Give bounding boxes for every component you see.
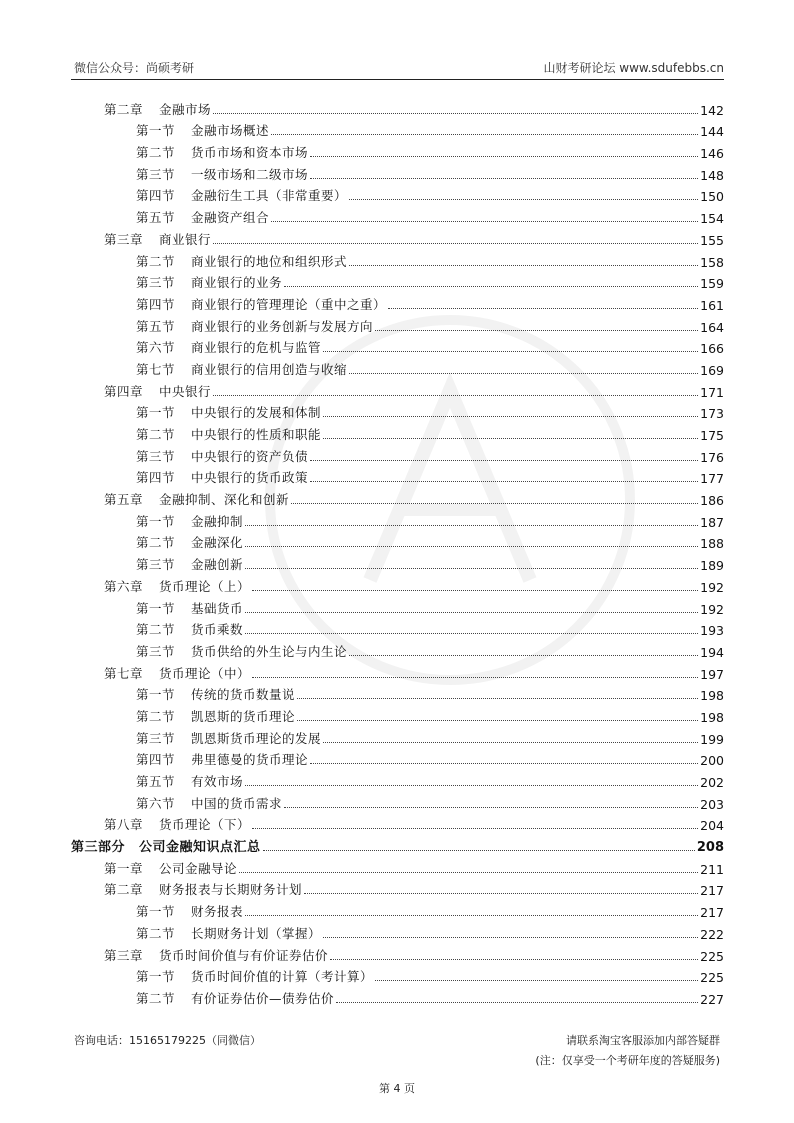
toc-entry-number: 第七章	[104, 665, 144, 681]
toc-entry-page: 198	[700, 688, 724, 704]
toc-dot-leader	[323, 416, 698, 417]
toc-entry-page: 217	[700, 905, 724, 921]
toc-entry-title: 有价证券估价—债券估价	[191, 990, 335, 1006]
toc-entry[interactable]	[71, 378, 724, 400]
toc-entry[interactable]	[71, 573, 724, 595]
toc-dot-leader	[323, 351, 698, 352]
toc-dot-leader	[310, 763, 698, 764]
toc-entry-page: 177	[700, 471, 724, 487]
toc-entry-page: 188	[700, 536, 724, 552]
toc-entry-label	[136, 317, 373, 335]
toc-entry[interactable]	[71, 96, 724, 118]
toc-entry-label	[136, 533, 243, 551]
toc-entry[interactable]	[71, 226, 724, 248]
toc-entry-label	[71, 836, 261, 855]
toc-entry[interactable]	[71, 595, 724, 617]
toc-dot-leader	[284, 807, 698, 808]
toc-entry-title: 中央银行的性质和职能	[191, 427, 322, 442]
footer-contact-phone: 咨询电话：15165179225（同微信）	[74, 1034, 261, 1047]
toc-entry-label	[136, 642, 347, 660]
toc-entry-number: 第三节	[136, 166, 176, 182]
toc-dot-leader	[213, 395, 698, 396]
toc-entry-page: 158	[700, 254, 724, 270]
toc-entry-label	[136, 750, 308, 768]
toc-entry[interactable]	[71, 942, 724, 964]
toc-entry-label	[136, 208, 269, 226]
toc-entry[interactable]	[71, 421, 724, 443]
toc-entry-page: 202	[700, 775, 724, 790]
toc-entry-number: 第五节	[136, 210, 176, 226]
toc-entry-label	[136, 252, 347, 270]
toc-entry[interactable]	[71, 812, 724, 834]
toc-entry[interactable]	[71, 551, 724, 573]
toc-entry[interactable]	[71, 335, 724, 357]
toc-dot-leader	[284, 286, 698, 287]
toc-dot-leader	[291, 503, 698, 504]
toc-entry-page: 171	[700, 384, 724, 400]
toc-entry[interactable]	[71, 118, 724, 140]
toc-entry-page: 144	[700, 124, 724, 140]
toc-entry-label	[104, 880, 302, 898]
toc-entry-number: 第四节	[136, 470, 176, 486]
toc-entry-number: 第四节	[136, 296, 176, 312]
toc-entry-number: 第五章	[104, 492, 144, 508]
toc-entry-number: 第三节	[136, 643, 176, 659]
toc-entry-label	[136, 924, 321, 942]
toc-entry-page: 198	[700, 709, 724, 725]
toc-dot-leader	[213, 243, 698, 244]
toc-entry-title: 货币理论（下）	[159, 817, 251, 833]
toc-entry-page: 176	[700, 449, 724, 465]
toc-entry[interactable]	[71, 139, 724, 161]
toc-dot-leader	[271, 221, 698, 222]
toc-entry-page: 203	[700, 796, 724, 812]
toc-entry-page: 159	[700, 276, 724, 292]
toc-dot-leader	[349, 265, 698, 266]
toc-entry-title: 货币理论（中）	[159, 665, 251, 681]
toc-entry-number: 第一节	[136, 123, 176, 139]
toc-entry-number: 第二章	[104, 101, 144, 117]
toc-entry[interactable]	[71, 877, 724, 899]
toc-entry-title: 商业银行的业务	[191, 275, 283, 291]
toc-entry-title: 商业银行的危机与监管	[191, 340, 322, 356]
toc-entry-label	[136, 794, 282, 812]
toc-entry[interactable]	[71, 964, 724, 986]
toc-entry-title: 凯恩斯货币理论的发展	[191, 730, 322, 746]
toc-dot-leader	[330, 959, 698, 960]
toc-entry-number: 第四节	[136, 188, 176, 204]
toc-entry-label	[136, 707, 295, 725]
page-header	[71, 59, 724, 77]
toc-entry-number: 第二章	[104, 882, 144, 898]
toc-entry-title: 金融市场概述	[191, 123, 270, 139]
toc-entry-page: 146	[700, 146, 724, 162]
toc-entry-page: 173	[700, 406, 724, 422]
toc-entry[interactable]	[71, 248, 724, 270]
toc-entry[interactable]	[71, 725, 724, 747]
toc-entry[interactable]	[71, 486, 724, 508]
toc-entry-title: 货币供给的外生论与内生论	[191, 643, 348, 659]
toc-entry-page: 192	[700, 601, 724, 617]
toc-entry-page: 166	[700, 341, 724, 357]
toc-entry-title: 传统的货币数量说	[191, 687, 296, 703]
toc-entry-number: 第七节	[136, 361, 176, 377]
toc-entry-number: 第三节	[136, 448, 176, 464]
toc-entry-page: 189	[700, 558, 724, 574]
toc-entry[interactable]	[71, 898, 724, 920]
toc-dot-leader	[310, 481, 698, 482]
toc-dot-leader	[310, 460, 698, 461]
toc-entry-number: 第五节	[136, 318, 176, 334]
toc-dot-leader	[323, 937, 698, 938]
toc-entry-title: 有效市场	[191, 774, 244, 789]
toc-entry-title: 商业银行	[159, 231, 212, 247]
toc-dot-leader	[323, 742, 698, 743]
toc-entry-page: 211	[700, 861, 724, 877]
toc-entry[interactable]	[71, 313, 724, 335]
toc-dot-leader	[304, 893, 698, 894]
toc-entry-title: 公司金融知识点汇总	[139, 840, 261, 856]
toc-entry-page: 155	[700, 232, 724, 248]
toc-entry-label	[104, 100, 211, 118]
toc-entry-page: 225	[700, 970, 724, 986]
toc-entry[interactable]	[71, 920, 724, 942]
toc-dot-leader	[310, 178, 698, 179]
toc-entry-number: 第二节	[136, 708, 176, 724]
toc-dot-leader	[388, 308, 698, 309]
toc-entry-title: 中央银行的资产负债	[191, 448, 309, 464]
toc-dot-leader	[375, 330, 698, 331]
toc-dot-leader	[252, 828, 698, 829]
toc-entry-label	[136, 360, 347, 378]
toc-entry-label	[136, 620, 243, 638]
toc-entry-label	[136, 447, 308, 465]
toc-entry-label	[104, 815, 250, 833]
toc-entry-label	[136, 143, 308, 161]
toc-entry-page: 164	[700, 319, 724, 335]
toc-entry[interactable]	[71, 985, 724, 1007]
toc-entry-page: 200	[700, 753, 724, 769]
toc-entry-page: 225	[700, 948, 724, 964]
toc-entry-title: 金融资产组合	[191, 210, 270, 226]
toc-entry-page: 199	[700, 731, 724, 747]
header-forum-site: 山财考研论坛 www.sdufebbs.cn	[543, 61, 724, 75]
toc-entry-page: 148	[700, 167, 724, 183]
toc-entry[interactable]	[71, 443, 724, 465]
toc-entry[interactable]	[71, 855, 724, 877]
toc-entry[interactable]	[71, 768, 724, 790]
toc-entry-title: 弗里德曼的货币理论	[191, 752, 309, 768]
toc-entry[interactable]	[71, 703, 724, 725]
header-wechat-account: 微信公众号：尚硕考研	[74, 61, 195, 75]
toc-dot-leader	[271, 134, 698, 135]
toc-entry-title: 金融抑制	[191, 513, 244, 529]
toc-entry-title: 金融抑制、深化和创新	[159, 492, 290, 508]
toc-entry[interactable]	[71, 183, 724, 205]
toc-entry-page: 186	[700, 493, 724, 509]
toc-entry-label	[136, 425, 321, 443]
toc-entry-number: 第二节	[136, 427, 176, 442]
toc-entry-page: 227	[700, 991, 724, 1007]
toc-entry-label	[136, 685, 295, 703]
toc-entry-number: 第八章	[104, 817, 144, 833]
toc-entry-number: 第二节	[136, 145, 176, 161]
toc-entry-number: 第二节	[136, 990, 176, 1006]
toc-entry-label	[104, 490, 289, 508]
toc-entry-number: 第二节	[136, 535, 176, 551]
toc-entry[interactable]	[71, 833, 724, 855]
toc-entry-title: 中央银行	[159, 383, 212, 399]
toc-entry-number: 第一节	[136, 405, 176, 421]
footer-taobao-note: 请联系淘宝客服添加内部答疑群	[566, 1034, 720, 1047]
toc-entry-number: 第六节	[136, 340, 176, 356]
toc-entry-label	[136, 186, 347, 204]
toc-entry-number: 第五节	[136, 774, 176, 789]
toc-entry-title: 货币理论（上）	[159, 578, 251, 594]
toc-entry-page: 169	[700, 362, 724, 378]
toc-entry-label	[136, 512, 243, 530]
toc-dot-leader	[252, 677, 698, 678]
toc-entry-page: 161	[700, 297, 724, 313]
toc-entry-number: 第二节	[136, 253, 176, 269]
toc-entry-number: 第六节	[136, 795, 176, 811]
toc-entry-label	[104, 859, 237, 877]
toc-dot-leader	[375, 980, 698, 981]
toc-entry-number: 第一节	[136, 687, 176, 703]
toc-entry-page: 194	[700, 644, 724, 660]
toc-entry-page: 222	[700, 926, 724, 942]
toc-entry-title: 金融创新	[191, 557, 244, 573]
toc-dot-leader	[252, 590, 698, 591]
toc-entry-number: 第一节	[136, 513, 176, 529]
toc-dot-leader	[245, 785, 698, 786]
toc-entry-number: 第一节	[136, 600, 176, 616]
toc-entry-label	[136, 772, 243, 790]
toc-dot-leader	[245, 568, 698, 569]
toc-entry-title: 中央银行的货币政策	[191, 470, 309, 486]
toc-dot-leader	[245, 546, 698, 547]
toc-entry-title: 商业银行的管理理论（重中之重）	[191, 296, 387, 312]
toc-entry-label	[136, 295, 386, 313]
toc-dot-leader	[245, 525, 698, 526]
toc-entry-title: 金融衍生工具（非常重要）	[191, 188, 348, 204]
toc-entry[interactable]	[71, 617, 724, 639]
toc-entry-page: 187	[700, 514, 724, 530]
toc-entry-title: 商业银行的业务创新与发展方向	[191, 318, 374, 334]
toc-entry-page: 217	[700, 883, 724, 899]
toc-entry-number: 第三节	[136, 275, 176, 291]
header-divider	[71, 79, 724, 80]
toc-entry-label	[136, 121, 269, 139]
toc-entry-page: 193	[700, 623, 724, 639]
toc-dot-leader	[297, 698, 698, 699]
toc-entry[interactable]	[71, 270, 724, 292]
toc-entry-title: 货币市场和资本市场	[191, 145, 309, 161]
toc-entry-title: 基础货币	[191, 600, 244, 616]
toc-dot-leader	[245, 612, 698, 613]
toc-entry-title: 货币乘数	[191, 622, 244, 638]
toc-entry[interactable]	[71, 660, 724, 682]
toc-entry-label	[136, 967, 373, 985]
toc-entry[interactable]	[71, 508, 724, 530]
toc-entry-title: 商业银行的信用创造与收缩	[191, 361, 348, 377]
toc-entry-title: 商业银行的地位和组织形式	[191, 253, 348, 269]
toc-entry[interactable]	[71, 682, 724, 704]
toc-entry-page: 192	[700, 579, 724, 595]
toc-entry-page: 154	[700, 211, 724, 227]
toc-entry-label	[136, 599, 243, 617]
toc-dot-leader	[310, 156, 698, 157]
toc-dot-leader	[263, 850, 695, 851]
toc-entry-page: 142	[700, 102, 724, 118]
toc-entry-label	[136, 555, 243, 573]
toc-entry[interactable]	[71, 291, 724, 313]
toc-entry-number: 第二节	[136, 925, 176, 941]
toc-dot-leader	[323, 438, 698, 439]
toc-entry-number: 第一节	[136, 904, 176, 920]
toc-entry-title: 中央银行的发展和体制	[191, 405, 322, 421]
toc-entry[interactable]	[71, 530, 724, 552]
toc-dot-leader	[349, 373, 698, 374]
toc-entry-title: 货币时间价值的计算（考计算）	[191, 969, 374, 985]
toc-entry-label	[104, 664, 250, 682]
toc-entry-page: 208	[696, 840, 724, 856]
toc-entry[interactable]	[71, 204, 724, 226]
toc-entry[interactable]	[71, 638, 724, 660]
toc-entry-label	[136, 338, 321, 356]
toc-entry-number: 第一节	[136, 969, 176, 985]
toc-entry-label	[136, 729, 321, 747]
toc-dot-leader	[245, 633, 698, 634]
toc-entry-label	[136, 403, 321, 421]
toc-entry-page: 204	[700, 818, 724, 834]
toc-entry-number: 第六章	[104, 578, 144, 594]
toc-dot-leader	[349, 655, 698, 656]
toc-entry-number: 第三章	[104, 947, 144, 963]
toc-entry-page: 197	[700, 666, 724, 682]
toc-entry-number: 第三节	[136, 730, 176, 746]
toc-entry[interactable]	[71, 790, 724, 812]
toc-entry-number: 第三节	[136, 557, 176, 573]
toc-dot-leader	[297, 720, 698, 721]
toc-entry-title: 公司金融导论	[159, 860, 238, 876]
toc-dot-leader	[213, 113, 698, 114]
toc-entry-title: 金融深化	[191, 535, 244, 551]
toc-entry-title: 金融市场	[159, 101, 212, 117]
toc-entry-number: 第四章	[104, 383, 144, 399]
toc-dot-leader	[349, 199, 698, 200]
toc-entry-label	[136, 165, 308, 183]
toc-entry-title: 财务报表	[191, 904, 244, 920]
toc-dot-leader	[336, 1002, 698, 1003]
toc-dot-leader	[239, 872, 698, 873]
toc-entry-label	[104, 946, 328, 964]
toc-entry-title: 一级市场和二级市场	[191, 166, 309, 182]
page-number: 第 4 页	[379, 1082, 415, 1095]
toc-entry-title: 财务报表与长期财务计划	[159, 882, 303, 898]
toc-entry[interactable]	[71, 747, 724, 769]
toc-entry-page: 150	[700, 189, 724, 205]
toc-entry-label	[136, 468, 308, 486]
toc-entry-page: 175	[700, 428, 724, 443]
toc-entry-title: 凯恩斯的货币理论	[191, 708, 296, 724]
toc-entry-label	[104, 577, 250, 595]
toc-entry-number: 第四节	[136, 752, 176, 768]
footer-service-note: (注：仅享受一个考研年度的答疑服务)	[535, 1054, 720, 1067]
toc-entry[interactable]	[71, 400, 724, 422]
toc-entry-number: 第一章	[104, 860, 144, 876]
toc-entry-label	[136, 273, 282, 291]
toc-entry-title: 长期财务计划（掌握）	[191, 925, 322, 941]
toc-entry-number: 第三章	[104, 231, 144, 247]
toc-entry-label	[104, 230, 211, 248]
toc-entry-number: 第二节	[136, 622, 176, 638]
table-of-contents	[71, 96, 724, 1007]
toc-entry[interactable]	[71, 161, 724, 183]
toc-entry-title: 中国的货币需求	[191, 795, 283, 811]
toc-entry-label	[104, 382, 211, 400]
toc-entry-label	[136, 902, 243, 920]
toc-entry-label	[136, 989, 334, 1007]
toc-dot-leader	[245, 915, 698, 916]
toc-entry-number: 第三部分	[71, 840, 126, 856]
toc-entry-title: 货币时间价值与有价证券估价	[159, 947, 329, 963]
toc-entry[interactable]	[71, 356, 724, 378]
toc-entry[interactable]	[71, 465, 724, 487]
